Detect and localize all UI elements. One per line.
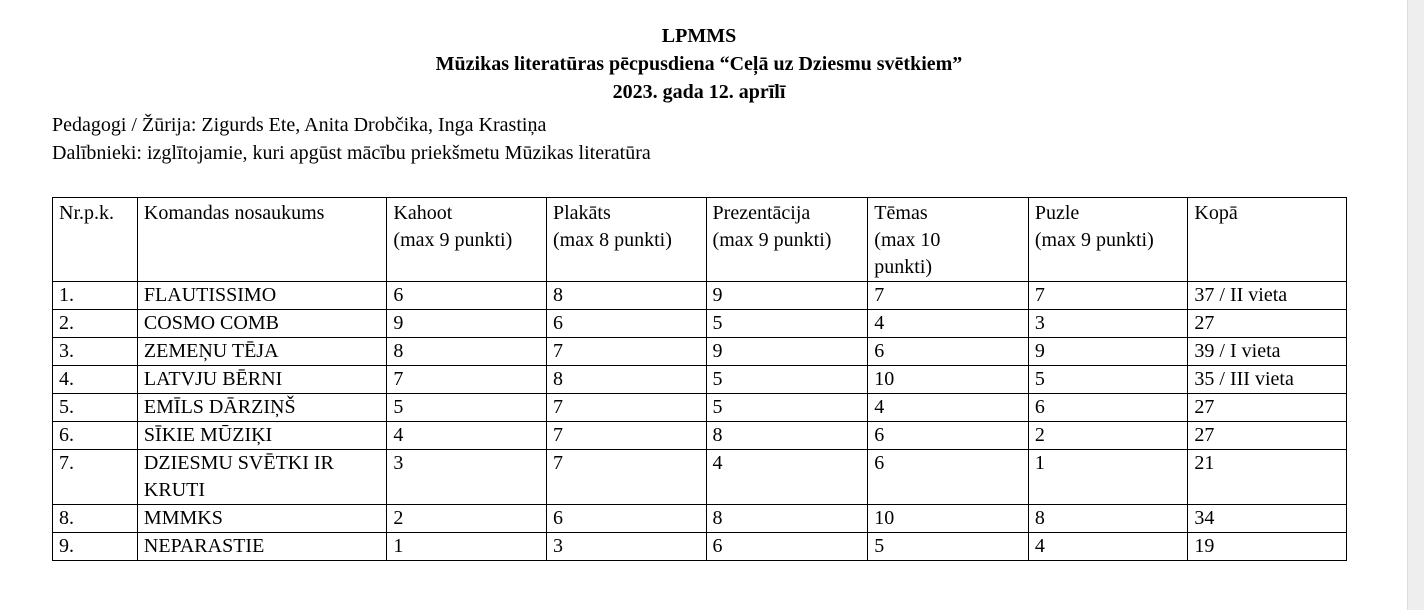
cell-plakats: 3 (546, 533, 706, 561)
cell-kahoot: 5 (387, 394, 547, 422)
document-date: 2023. gada 12. aprīlī (612, 81, 786, 103)
cell-kahoot: 1 (387, 533, 547, 561)
cell-nr: 7. (53, 450, 138, 505)
cell-nr: 4. (53, 366, 138, 394)
jury-line: Pedagogi / Žūrija: Zigurds Ete, Anita Drobčika, Inga Krastiņa (52, 114, 547, 136)
cell-plakats: 7 (546, 450, 706, 505)
document-subtitle: Mūzikas literatūras pēcpusdiena “Ceļā uz Dziesmu svētkiem” (435, 53, 963, 75)
cell-kopa: 39 / I vieta (1188, 338, 1347, 366)
table-row (53, 422, 1347, 450)
table-row (53, 338, 1347, 366)
cell-puzle: 8 (1028, 505, 1188, 533)
cell-temas: 10 (868, 366, 1029, 394)
cell-kahoot: 9 (387, 310, 547, 338)
header-kahoot: Kahoot (max 9 punkti) (387, 198, 547, 282)
participants-line: Dalībnieki: izglītojamie, kuri apgūst mācību priekšmetu Mūzikas literatūra (52, 142, 651, 164)
header-prezentacija: Prezentācija (max 9 punkti) (706, 198, 868, 282)
cell-nr: 2. (53, 310, 138, 338)
results-body (53, 282, 1347, 561)
cell-nr: 5. (53, 394, 138, 422)
table-row (53, 366, 1347, 394)
table-row (53, 394, 1347, 422)
cell-plakats: 8 (546, 282, 706, 310)
page-edge (1407, 0, 1424, 610)
cell-prezentacija: 4 (706, 450, 868, 505)
cell-kahoot: 7 (387, 366, 547, 394)
cell-plakats: 8 (546, 366, 706, 394)
cell-plakats: 6 (546, 310, 706, 338)
table-row (53, 310, 1347, 338)
results-table (52, 197, 1347, 561)
cell-kopa: 27 (1188, 310, 1347, 338)
cell-team: ZEMEŅU TĒJA (137, 338, 387, 366)
cell-team: NEPARASTIE (137, 533, 387, 561)
cell-kahoot: 6 (387, 282, 547, 310)
table-row (53, 505, 1347, 533)
cell-prezentacija: 5 (706, 394, 868, 422)
table-header-row (53, 198, 1347, 282)
cell-prezentacija: 8 (706, 505, 868, 533)
cell-puzle: 3 (1028, 310, 1188, 338)
document-header (0, 22, 1398, 106)
cell-nr: 6. (53, 422, 138, 450)
cell-team: SĪKIE MŪZIĶI (137, 422, 387, 450)
cell-kopa: 27 (1188, 422, 1347, 450)
cell-kahoot: 2 (387, 505, 547, 533)
cell-kahoot: 4 (387, 422, 547, 450)
cell-temas: 6 (868, 338, 1029, 366)
cell-puzle: 1 (1028, 450, 1188, 505)
cell-puzle: 5 (1028, 366, 1188, 394)
cell-kopa: 37 / II vieta (1188, 282, 1347, 310)
cell-temas: 6 (868, 450, 1029, 505)
cell-kopa: 35 / III vieta (1188, 366, 1347, 394)
cell-plakats: 7 (546, 394, 706, 422)
cell-puzle: 7 (1028, 282, 1188, 310)
cell-team: DZIESMU SVĒTKI IR KRUTI (137, 450, 387, 505)
cell-temas: 4 (868, 394, 1029, 422)
header-temas: Tēmas (max 10 punkti) (868, 198, 1029, 282)
cell-kopa: 27 (1188, 394, 1347, 422)
header-kopa: Kopā (1188, 198, 1347, 282)
cell-kopa: 34 (1188, 505, 1347, 533)
header-puzle: Puzle (max 9 punkti) (1028, 198, 1188, 282)
table-row (53, 282, 1347, 310)
cell-prezentacija: 9 (706, 282, 868, 310)
header-nr: Nr.p.k. (53, 198, 138, 282)
cell-plakats: 7 (546, 422, 706, 450)
cell-nr: 3. (53, 338, 138, 366)
cell-team: EMĪLS DĀRZIŅŠ (137, 394, 387, 422)
cell-nr: 9. (53, 533, 138, 561)
cell-team: LATVJU BĒRNI (137, 366, 387, 394)
table-row (53, 450, 1347, 505)
cell-kopa: 19 (1188, 533, 1347, 561)
cell-prezentacija: 6 (706, 533, 868, 561)
table-row (53, 533, 1347, 561)
cell-puzle: 6 (1028, 394, 1188, 422)
cell-puzle: 9 (1028, 338, 1188, 366)
cell-team: COSMO COMB (137, 310, 387, 338)
header-team: Komandas nosaukums (137, 198, 387, 282)
cell-plakats: 7 (546, 338, 706, 366)
cell-kahoot: 3 (387, 450, 547, 505)
cell-nr: 8. (53, 505, 138, 533)
cell-temas: 4 (868, 310, 1029, 338)
cell-team: MMMKS (137, 505, 387, 533)
cell-puzle: 2 (1028, 422, 1188, 450)
cell-prezentacija: 8 (706, 422, 868, 450)
cell-temas: 7 (868, 282, 1029, 310)
cell-temas: 10 (868, 505, 1029, 533)
cell-kahoot: 8 (387, 338, 547, 366)
document-title: LPMMS (661, 25, 737, 47)
cell-team: FLAUTISSIMO (137, 282, 387, 310)
cell-kopa: 21 (1188, 450, 1347, 505)
cell-prezentacija: 5 (706, 366, 868, 394)
header-plakats: Plakāts (max 8 punkti) (546, 198, 706, 282)
cell-prezentacija: 5 (706, 310, 868, 338)
cell-temas: 5 (868, 533, 1029, 561)
cell-temas: 6 (868, 422, 1029, 450)
cell-puzle: 4 (1028, 533, 1188, 561)
cell-nr: 1. (53, 282, 138, 310)
cell-plakats: 6 (546, 505, 706, 533)
cell-prezentacija: 9 (706, 338, 868, 366)
